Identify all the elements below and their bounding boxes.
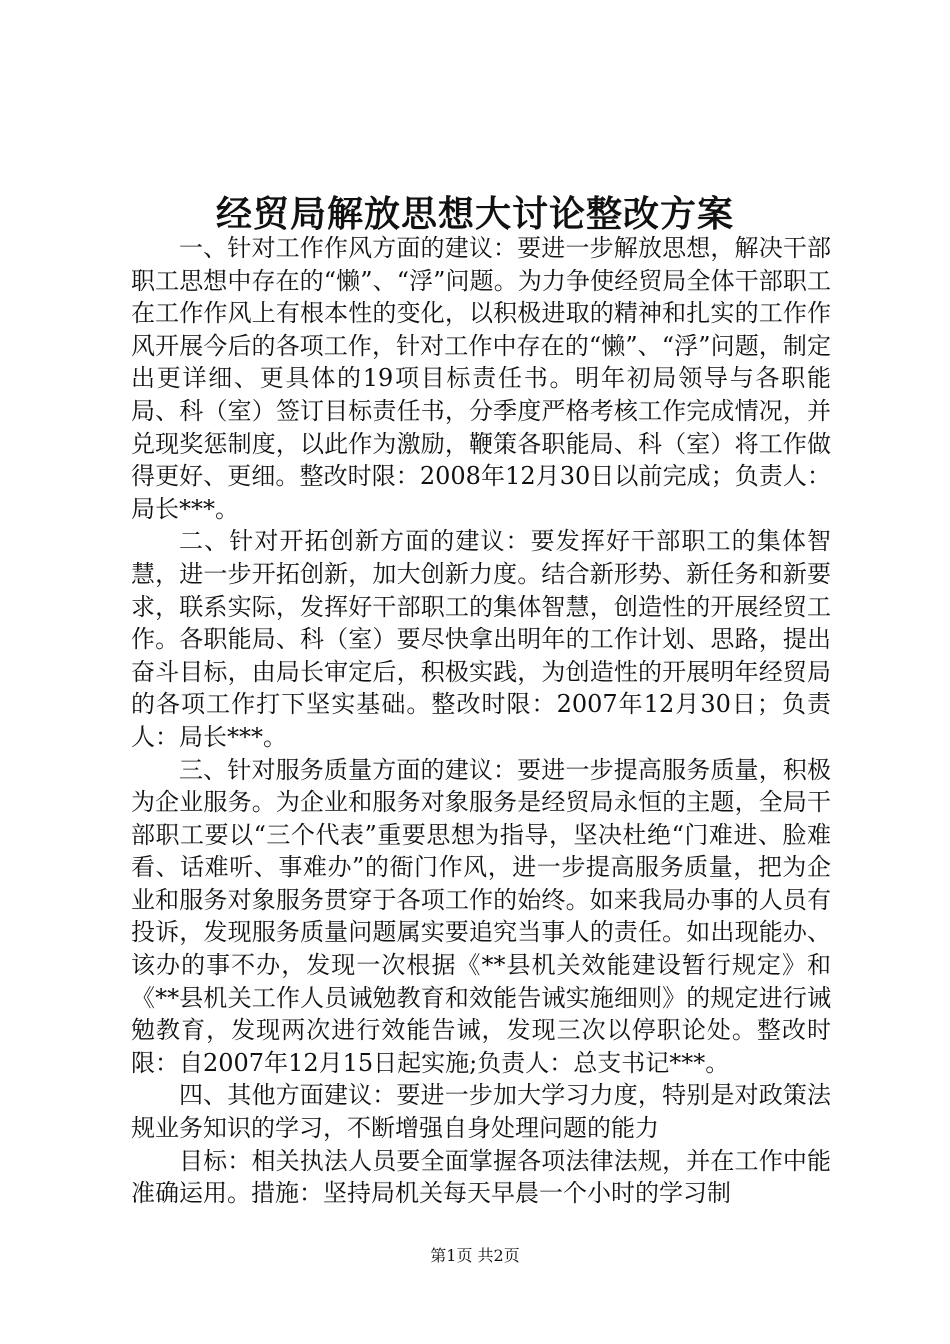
paragraph-goal-measures: 目标：相关执法人员要全面掌握各项法律法规，并在工作中能准确运用。措施：坚持局机关每天早晨一个小时的学习制: [131, 1146, 831, 1208]
paragraph-innovation: 二、针对开拓创新方面的建议：要发挥好干部职工的集体智慧，进一步开拓创新，加大创新力度。结合新形势、新任务和新要求，联系实际，发挥好干部职工的集体智慧，创造性的开展经贸工作。各职能局、科（室）要尽快拿出明年的工作计划、思路，提出奋斗目标，由局长审定后，积极实践，为创造性的开展明年经贸局的各项工作打下坚实基础。整改时限：2007年12月30日；负责人：局长***。: [131, 527, 831, 751]
document-body: [131, 232, 831, 1210]
page-footer: 第1页 共2页: [430, 1246, 520, 1265]
paragraph-work-style: 一、针对工作作风方面的建议：要进一步解放思想，解决干部职工思想中存在的“懒”、“浮”问题。为力争使经贸局全体干部职工在工作作风上有根本性的变化，以积极进取的精神和扎实的工作作风开展今后的各项工作，针对工作中存在的“懒”、“浮”问题，制定出更详细、更具体的19项目标责任书。明年初局领导与各职能局、科（室）签订目标责任书，分季度严格考核工作完成情况，并兑现奖惩制度，以此作为激励，鞭策各职能局、科（室）将工作做得更好、更细。整改时限：2008年12月30日以前完成；负责人：局长***。: [131, 234, 831, 523]
paragraph-service-quality: 三、针对服务质量方面的建议：要进一步提高服务质量，积极为企业服务。为企业和服务对象服务是经贸局永恒的主题，全局干部职工要以“三个代表”重要思想为指导，坚决杜绝“门难进、脸难看、话难听、事难办”的衙门作风，进一步提高服务质量，把为企业和服务对象服务贯穿于各项工作的始终。如来我局办事的人员有投诉，发现服务质量问题属实要追究当事人的责任。如出现能办、该办的事不办，发现一次根据《**县机关效能建设暂行规定》和《**县机关工作人员诫勉教育和效能告诫实施细则》的规定进行诫勉教育，发现两次进行效能告诫，发现三次以停职论处。整改时限：自2007年12月15日起实施;负责人：总支书记***。: [131, 755, 831, 1077]
document-title: 经贸局解放思想大讨论整改方案: [215, 193, 734, 235]
paragraph-other-suggestions: 四、其他方面建议：要进一步加大学习力度，特别是对政策法规业务知识的学习，不断增强自身处理问题的能力: [131, 1081, 831, 1143]
